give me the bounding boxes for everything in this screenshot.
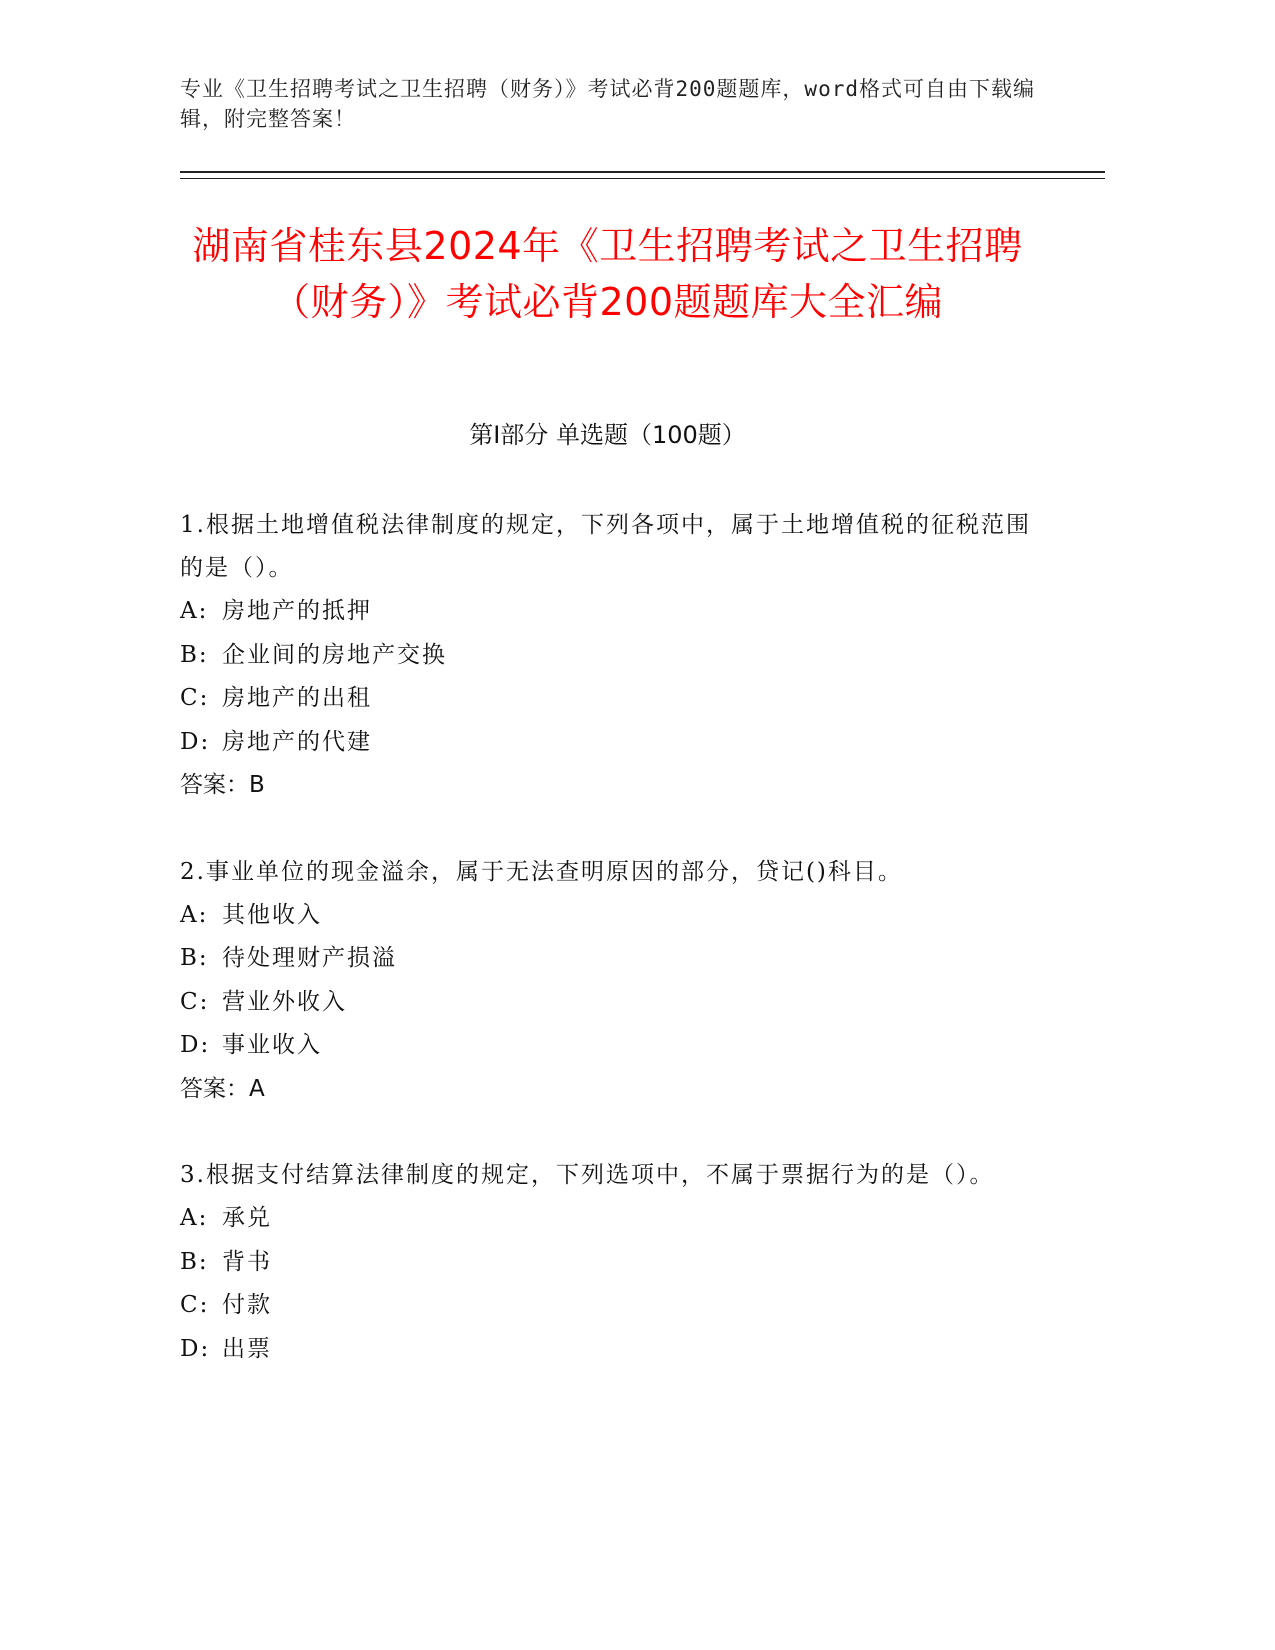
header-note: 专业《卫生招聘考试之卫生招聘（财务）》考试必背200题题库，word格式可自由下载编辑，附完整答案！ bbox=[180, 77, 1035, 131]
option-text: 承兑 bbox=[222, 1205, 272, 1231]
question-answer: 答案：B bbox=[180, 772, 265, 798]
header-divider-thick bbox=[180, 171, 1105, 173]
question-option bbox=[180, 894, 1040, 938]
option-letter: D: bbox=[180, 1032, 211, 1058]
option-letter: B: bbox=[180, 1248, 209, 1275]
option-letter: A: bbox=[180, 1205, 209, 1231]
option-text: 房地产的抵押 bbox=[222, 598, 372, 624]
option-text: 背书 bbox=[222, 1248, 272, 1275]
question-option bbox=[180, 1284, 1040, 1328]
question-option bbox=[180, 1328, 1040, 1372]
question-stem: 3.根据支付结算法律制度的规定，下列选项中，不属于票据行为的是（）。 bbox=[180, 1162, 995, 1188]
option-letter: A: bbox=[180, 901, 209, 928]
question-option bbox=[180, 634, 1040, 678]
option-letter: C: bbox=[180, 1292, 210, 1318]
question-option bbox=[180, 677, 1040, 721]
option-letter: D: bbox=[180, 1335, 211, 1362]
option-text: 房地产的代建 bbox=[222, 728, 372, 755]
option-text: 付款 bbox=[222, 1292, 272, 1318]
question-option bbox=[180, 981, 1040, 1025]
document-title: 湖南省桂东县2024年《卫生招聘考试之卫生招聘（财务）》考试必背200题题库大全汇编 bbox=[192, 224, 1023, 324]
question-option bbox=[180, 1241, 1040, 1285]
question-stem: 2.事业单位的现金溢余，属于无法查明原因的部分，贷记()科目。 bbox=[180, 858, 903, 885]
option-letter: B: bbox=[180, 641, 209, 668]
option-text: 其他收入 bbox=[222, 901, 322, 928]
question-option bbox=[180, 590, 1040, 634]
option-text: 待处理财产损溢 bbox=[222, 945, 397, 971]
section-title: 第Ⅰ部分 单选题（100题） bbox=[469, 421, 746, 449]
question-list bbox=[180, 504, 1040, 1414]
question-item bbox=[180, 504, 1040, 808]
option-letter: A: bbox=[180, 598, 209, 624]
question-option bbox=[180, 1024, 1040, 1068]
option-letter: C: bbox=[180, 988, 210, 1015]
option-text: 房地产的出租 bbox=[222, 685, 372, 711]
question-item bbox=[180, 1154, 1040, 1371]
option-text: 企业间的房地产交换 bbox=[222, 641, 447, 668]
option-text: 营业外收入 bbox=[222, 988, 347, 1015]
header-divider-thin bbox=[180, 178, 1105, 179]
question-item bbox=[180, 851, 1040, 1112]
option-text: 事业收入 bbox=[222, 1032, 322, 1058]
option-text: 出票 bbox=[222, 1335, 272, 1362]
option-letter: B: bbox=[180, 945, 209, 971]
option-letter: D: bbox=[180, 728, 211, 755]
question-answer: 答案：A bbox=[180, 1075, 265, 1102]
question-option bbox=[180, 937, 1040, 981]
question-stem: 1.根据土地增值税法律制度的规定，下列各项中，属于土地增值税的征税范围的是（）。 bbox=[180, 512, 1031, 581]
question-option bbox=[180, 1197, 1040, 1241]
question-option bbox=[180, 721, 1040, 765]
option-letter: C: bbox=[180, 685, 210, 711]
